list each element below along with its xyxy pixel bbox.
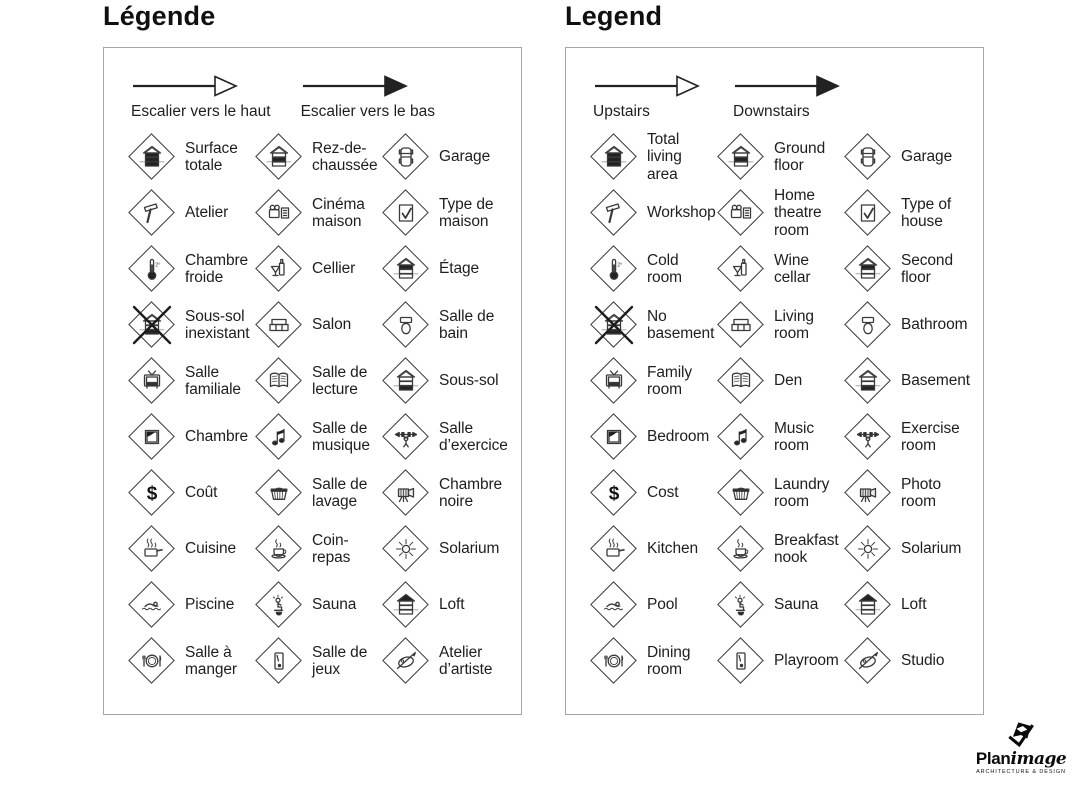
projector-icon	[717, 189, 765, 237]
legend-item	[255, 241, 382, 297]
legend-item-label: Salle d’exercice	[439, 419, 508, 454]
legend-item	[590, 409, 717, 465]
svg-text:2°: 2°	[155, 262, 161, 269]
house-crossed-icon	[128, 301, 176, 349]
planimage-logo	[972, 720, 1070, 775]
swimmer-icon	[128, 581, 176, 629]
legend-item-label: Surface totale	[185, 139, 238, 174]
legend-item-label: Home theatre room	[774, 186, 822, 239]
legend-item	[255, 577, 382, 633]
legend-item	[590, 521, 717, 577]
legend-item	[128, 577, 255, 633]
hammer-icon	[128, 189, 176, 237]
legend-item-label: Laundry room	[774, 475, 830, 510]
legend-item	[255, 633, 382, 689]
legend-item	[844, 353, 983, 409]
stairs-down-arrow-icon	[301, 74, 435, 98]
stairs-row	[104, 48, 521, 121]
legend-item-label: Coin- repas	[312, 531, 351, 566]
music-notes-icon	[717, 413, 765, 461]
legend-item	[717, 297, 844, 353]
legend-item-label: Family room	[647, 363, 693, 398]
legend-item-label: Type de maison	[439, 195, 494, 230]
legend-item-label: Salle de musique	[312, 419, 370, 454]
pot-icon	[590, 525, 638, 573]
tv-icon	[128, 357, 176, 405]
weights-icon	[844, 413, 892, 461]
legend-item	[844, 409, 983, 465]
swimmer-icon	[590, 581, 638, 629]
planimage-logo-tagline: ARCHITECTURE & DESIGN	[976, 769, 1066, 775]
tv-icon	[590, 357, 638, 405]
legend-item	[382, 241, 521, 297]
bottle-glass-icon	[717, 245, 765, 293]
legend-item	[844, 185, 983, 241]
legend-item-label: Coût	[185, 484, 218, 502]
camera-icon	[844, 469, 892, 517]
dollar-icon	[590, 469, 638, 517]
house-all-icon	[590, 133, 638, 181]
legend-item-label: Cinéma maison	[312, 195, 365, 230]
bottle-glass-icon	[255, 245, 303, 293]
legend-item-label: Cold room	[647, 251, 682, 286]
music-notes-icon	[255, 413, 303, 461]
legend-item	[255, 521, 382, 577]
checkbox-icon	[844, 189, 892, 237]
legend-panel-english	[565, 47, 984, 715]
legend-item-label: Loft	[439, 596, 465, 614]
window-curtain-icon	[128, 413, 176, 461]
legend-item	[844, 633, 983, 689]
legend-title-english: Legend	[565, 1, 663, 31]
cup-icon	[717, 525, 765, 573]
legend-item-label: Garage	[439, 148, 491, 166]
legend-item-label: Den	[774, 372, 803, 390]
legend-item-label: Sauna	[774, 596, 819, 614]
legend-item-label: Garage	[901, 148, 953, 166]
stairs-down-label: Escalier vers le bas	[300, 103, 435, 120]
legend-grid-french	[104, 129, 521, 689]
legend-item-label: Chambre noire	[439, 475, 503, 510]
stairs-up-item	[593, 74, 703, 121]
legend-item-label: Second floor	[901, 251, 953, 286]
legend-item-label: Atelier d’artiste	[439, 643, 493, 678]
legend-item-label: Bathroom	[901, 316, 968, 334]
legend-item-label: Salle de lavage	[312, 475, 368, 510]
legend-item-label: Cuisine	[185, 540, 236, 558]
palette-icon	[844, 637, 892, 685]
legend-item-label: Salle de bain	[439, 307, 495, 342]
legend-item	[590, 465, 717, 521]
stairs-down-item	[301, 74, 435, 121]
legend-item	[717, 521, 844, 577]
book-icon	[717, 357, 765, 405]
thermometer-icon	[128, 245, 176, 293]
legend-item	[590, 129, 717, 185]
legend-item	[128, 185, 255, 241]
svg-text:$: $	[146, 483, 158, 505]
legend-item-label: Dining room	[647, 643, 691, 678]
legend-item	[382, 297, 521, 353]
pot-icon	[128, 525, 176, 573]
legend-item-label: Piscine	[185, 596, 235, 614]
house-second-icon	[382, 245, 430, 293]
logo-image-text: image	[1010, 749, 1067, 769]
car-icon	[382, 133, 430, 181]
logo-plan-text: Plan	[975, 749, 1011, 768]
legend-item	[844, 241, 983, 297]
legend-item-label: Salon	[312, 316, 352, 334]
legend-grid-english	[566, 129, 983, 689]
legend-item	[844, 129, 983, 185]
legend-item	[717, 577, 844, 633]
legend-item-label: Total living area	[647, 130, 682, 183]
legend-item-label: Cellier	[312, 260, 356, 278]
plate-icon	[590, 637, 638, 685]
legend-item	[590, 241, 717, 297]
svg-text:$: $	[608, 483, 620, 505]
legend-item-label: Sous-sol inexistant	[185, 307, 250, 342]
book-icon	[255, 357, 303, 405]
legend-item	[590, 185, 717, 241]
legend-item	[128, 521, 255, 577]
stairs-row	[566, 48, 983, 121]
legend-item-label: Étage	[439, 260, 480, 278]
house-ground-icon	[717, 133, 765, 181]
legend-item-label: Salle de lecture	[312, 363, 368, 398]
legend-item-label: Wine cellar	[774, 251, 811, 286]
stairs-down-arrow-icon	[733, 74, 843, 98]
sofa-icon	[255, 301, 303, 349]
legend-item	[128, 297, 255, 353]
legend-item-label: Kitchen	[647, 540, 698, 558]
legend-item	[844, 521, 983, 577]
legend-item-label: Playroom	[774, 652, 839, 670]
house-loft-icon	[844, 581, 892, 629]
billiard-icon	[717, 637, 765, 685]
sauna-person-icon	[255, 581, 303, 629]
legend-item	[717, 241, 844, 297]
legend-item	[717, 353, 844, 409]
stairs-up-label: Upstairs	[593, 103, 650, 120]
dollar-icon	[128, 469, 176, 517]
legend-item	[844, 297, 983, 353]
legend-item	[382, 353, 521, 409]
legend-item-label: Ground floor	[774, 139, 826, 174]
stairs-up-arrow-icon	[593, 74, 703, 98]
legend-item-label: Atelier	[185, 204, 229, 222]
legend-item-label: Sous-sol	[439, 372, 499, 390]
projector-icon	[255, 189, 303, 237]
legend-item	[844, 577, 983, 633]
plate-icon	[128, 637, 176, 685]
legend-item	[590, 297, 717, 353]
legend-item	[717, 465, 844, 521]
stairs-down-item	[733, 74, 843, 121]
car-icon	[844, 133, 892, 181]
legend-title-french: Légende	[103, 1, 216, 31]
svg-text:2°: 2°	[617, 262, 623, 269]
legend-item	[590, 353, 717, 409]
legend-item	[255, 353, 382, 409]
legend-item	[255, 409, 382, 465]
checkbox-icon	[382, 189, 430, 237]
legend-item-label: Type of house	[901, 195, 952, 230]
legend-item-label: Salle à manger	[185, 643, 237, 678]
legend-item-label: Workshop	[647, 204, 716, 222]
legend-item	[255, 185, 382, 241]
legend-item	[717, 185, 844, 241]
legend-item	[128, 353, 255, 409]
legend-item-label: Sauna	[312, 596, 357, 614]
legend-item-label: No basement	[647, 307, 715, 342]
basket-icon	[255, 469, 303, 517]
legend-item	[255, 129, 382, 185]
house-second-icon	[844, 245, 892, 293]
legend-item-label: Photo room	[901, 475, 942, 510]
legend-item-label: Exercise room	[901, 419, 960, 454]
legend-item-label: Loft	[901, 596, 927, 614]
billiard-icon	[255, 637, 303, 685]
basket-icon	[717, 469, 765, 517]
legend-item-label: Salle familiale	[185, 363, 241, 398]
thermometer-icon	[590, 245, 638, 293]
camera-icon	[382, 469, 430, 517]
house-crossed-icon	[590, 301, 638, 349]
legend-item-label: Music room	[774, 419, 814, 454]
legend-item-label: Studio	[901, 652, 945, 670]
legend-item	[128, 465, 255, 521]
legend-item-label: Rez-de- chaussée	[312, 139, 378, 174]
legend-item-label: Chambre	[185, 428, 249, 446]
cup-icon	[255, 525, 303, 573]
weights-icon	[382, 413, 430, 461]
stairs-up-label: Escalier vers le haut	[131, 103, 271, 120]
legend-item-label: Salle de jeux	[312, 643, 368, 678]
house-basement-icon	[382, 357, 430, 405]
window-curtain-icon	[590, 413, 638, 461]
legend-item	[590, 633, 717, 689]
legend-item-label: Basement	[901, 372, 970, 390]
legend-item-label: Cost	[647, 484, 679, 502]
legend-item	[255, 465, 382, 521]
legend-item	[128, 129, 255, 185]
house-ground-icon	[255, 133, 303, 181]
stairs-down-label: Downstairs	[733, 103, 810, 120]
legend-item-label: Solarium	[901, 540, 962, 558]
legend-item	[255, 297, 382, 353]
legend-item	[717, 409, 844, 465]
sauna-person-icon	[717, 581, 765, 629]
legend-item-label: Solarium	[439, 540, 500, 558]
legend-item	[382, 409, 521, 465]
planimage-logo-icon	[972, 720, 1070, 750]
toilet-icon	[382, 301, 430, 349]
legend-item	[382, 465, 521, 521]
legend-item	[382, 129, 521, 185]
stairs-up-item	[131, 74, 271, 121]
planimage-logo-wordmark	[972, 750, 1070, 768]
legend-item-label: Breakfast nook	[774, 531, 839, 566]
legend-item-label: Chambre froide	[185, 251, 249, 286]
legend-item	[382, 521, 521, 577]
legend-item	[128, 241, 255, 297]
legend-item	[382, 577, 521, 633]
legend-item-label: Bedroom	[647, 428, 710, 446]
legend-item-label: Living room	[774, 307, 814, 342]
legend-panel-french	[103, 47, 522, 715]
legend-item	[717, 129, 844, 185]
legend-item	[717, 633, 844, 689]
legend-item-label: Pool	[647, 596, 678, 614]
sofa-icon	[717, 301, 765, 349]
toilet-icon	[844, 301, 892, 349]
legend-item	[844, 465, 983, 521]
house-all-icon	[128, 133, 176, 181]
stairs-up-arrow-icon	[131, 74, 271, 98]
house-basement-icon	[844, 357, 892, 405]
palette-icon	[382, 637, 430, 685]
legend-item	[382, 185, 521, 241]
legend-item	[590, 577, 717, 633]
legend-item	[128, 409, 255, 465]
legend-item	[128, 633, 255, 689]
house-loft-icon	[382, 581, 430, 629]
legend-item	[382, 633, 521, 689]
sun-icon	[844, 525, 892, 573]
hammer-icon	[590, 189, 638, 237]
sun-icon	[382, 525, 430, 573]
